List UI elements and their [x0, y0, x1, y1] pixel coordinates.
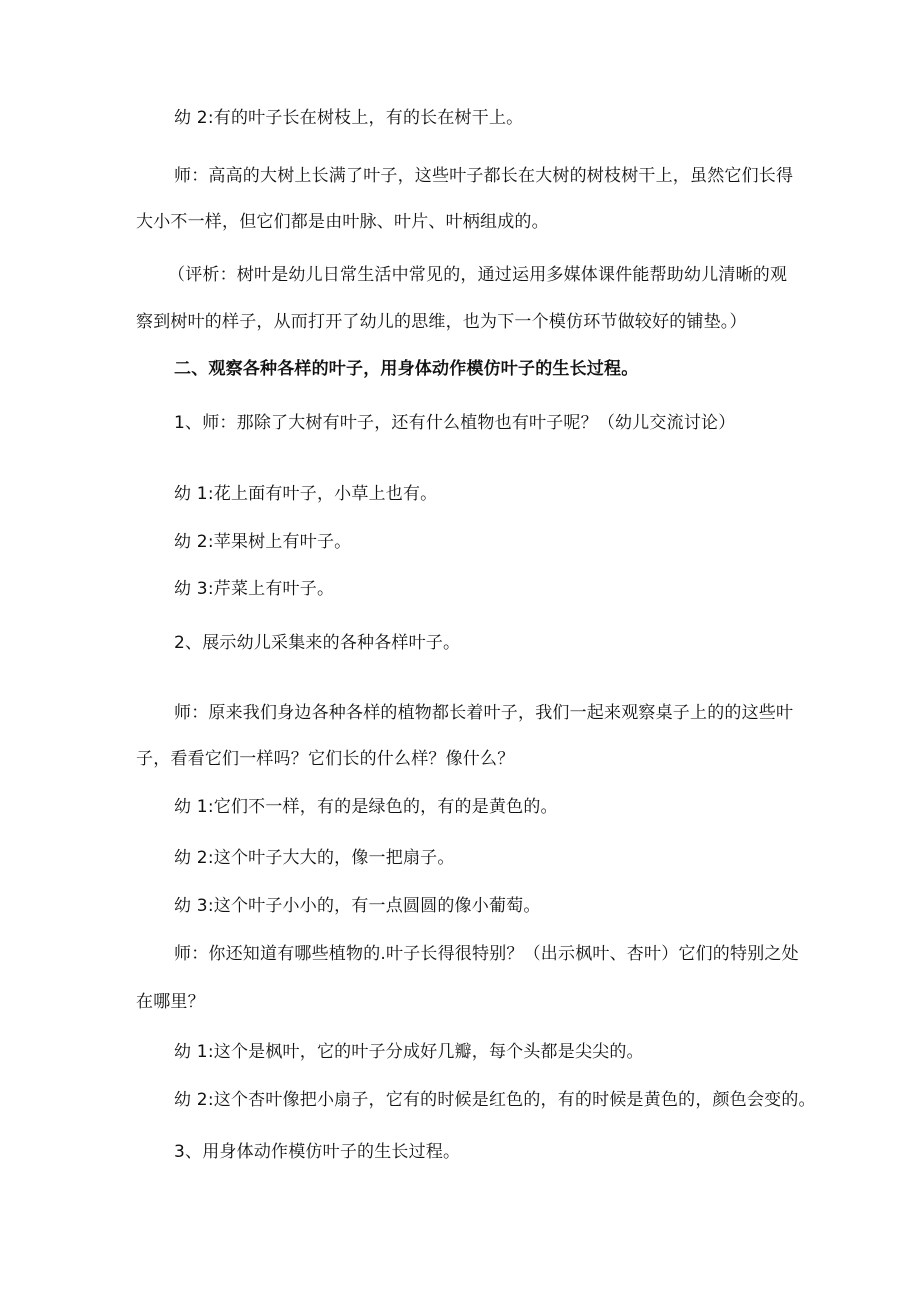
dialogue-child-2: 幼 2:苹果树上有叶子。: [174, 532, 352, 552]
teacher-paragraph-line-1: 师：高高的大树上长满了叶子，这些叶子都长在大树的树枝树干上，虽然它们长得: [174, 166, 794, 186]
teacher-special-leaves-line-2: 在哪里？: [136, 992, 205, 1012]
teacher-observe-line-1: 师：原来我们身边各种各样的植物都长着叶子，我们一起来观察桌子上的的这些叶: [174, 703, 794, 723]
step-1-question: 1、师：那除了大树有叶子，还有什么植物也有叶子呢？（幼儿交流讨论）: [174, 413, 736, 433]
comment-paragraph-line-2: 察到树叶的样子，从而打开了幼儿的思维，也为下一个模仿环节做较好的铺垫。）: [136, 312, 747, 332]
step-3: 3、用身体动作模仿叶子的生长过程。: [174, 1142, 461, 1162]
dialogue-child-1: 幼 1:它们不一样，有的是绿色的，有的是黄色的。: [174, 797, 558, 817]
step-2: 2、展示幼儿采集来的各种各样叶子。: [174, 633, 461, 653]
section-heading: 二、观察各种各样的叶子，用身体动作模仿叶子的生长过程。: [174, 359, 639, 379]
dialogue-child-3: 幼 3:芹菜上有叶子。: [174, 579, 335, 599]
dialogue-child-1: 幼 1:花上面有叶子，小草上也有。: [174, 484, 438, 504]
comment-paragraph-line-1: （评析：树叶是幼儿日常生活中常见的，通过运用多媒体课件能帮助幼儿清晰的观: [168, 265, 788, 285]
teacher-paragraph-line-2: 大小不一样，但它们都是由叶脉、叶片、叶柄组成的。: [136, 212, 549, 232]
teacher-observe-line-2: 子，看看它们一样吗？它们长的什么样？像什么？: [136, 749, 515, 769]
dialogue-child-2: 幼 2:有的叶子长在树枝上，有的长在树干上。: [174, 108, 524, 128]
dialogue-child-3: 幼 3:这个叶子小小的，有一点圆圆的像小葡萄。: [174, 896, 541, 916]
dialogue-child-1: 幼 1:这个是枫叶，它的叶子分成好几瓣，每个头都是尖尖的。: [174, 1042, 644, 1062]
dialogue-child-2: 幼 2:这个叶子大大的，像一把扇子。: [174, 848, 455, 868]
dialogue-child-2: 幼 2:这个杏叶像把小扇子，它有的时候是红色的，有的时候是黄色的，颜色会变的。: [174, 1090, 816, 1110]
teacher-special-leaves-line-1: 师：你还知道有哪些植物的.叶子长得很特别？（出示枫叶、杏叶）它们的特别之处: [174, 944, 799, 964]
